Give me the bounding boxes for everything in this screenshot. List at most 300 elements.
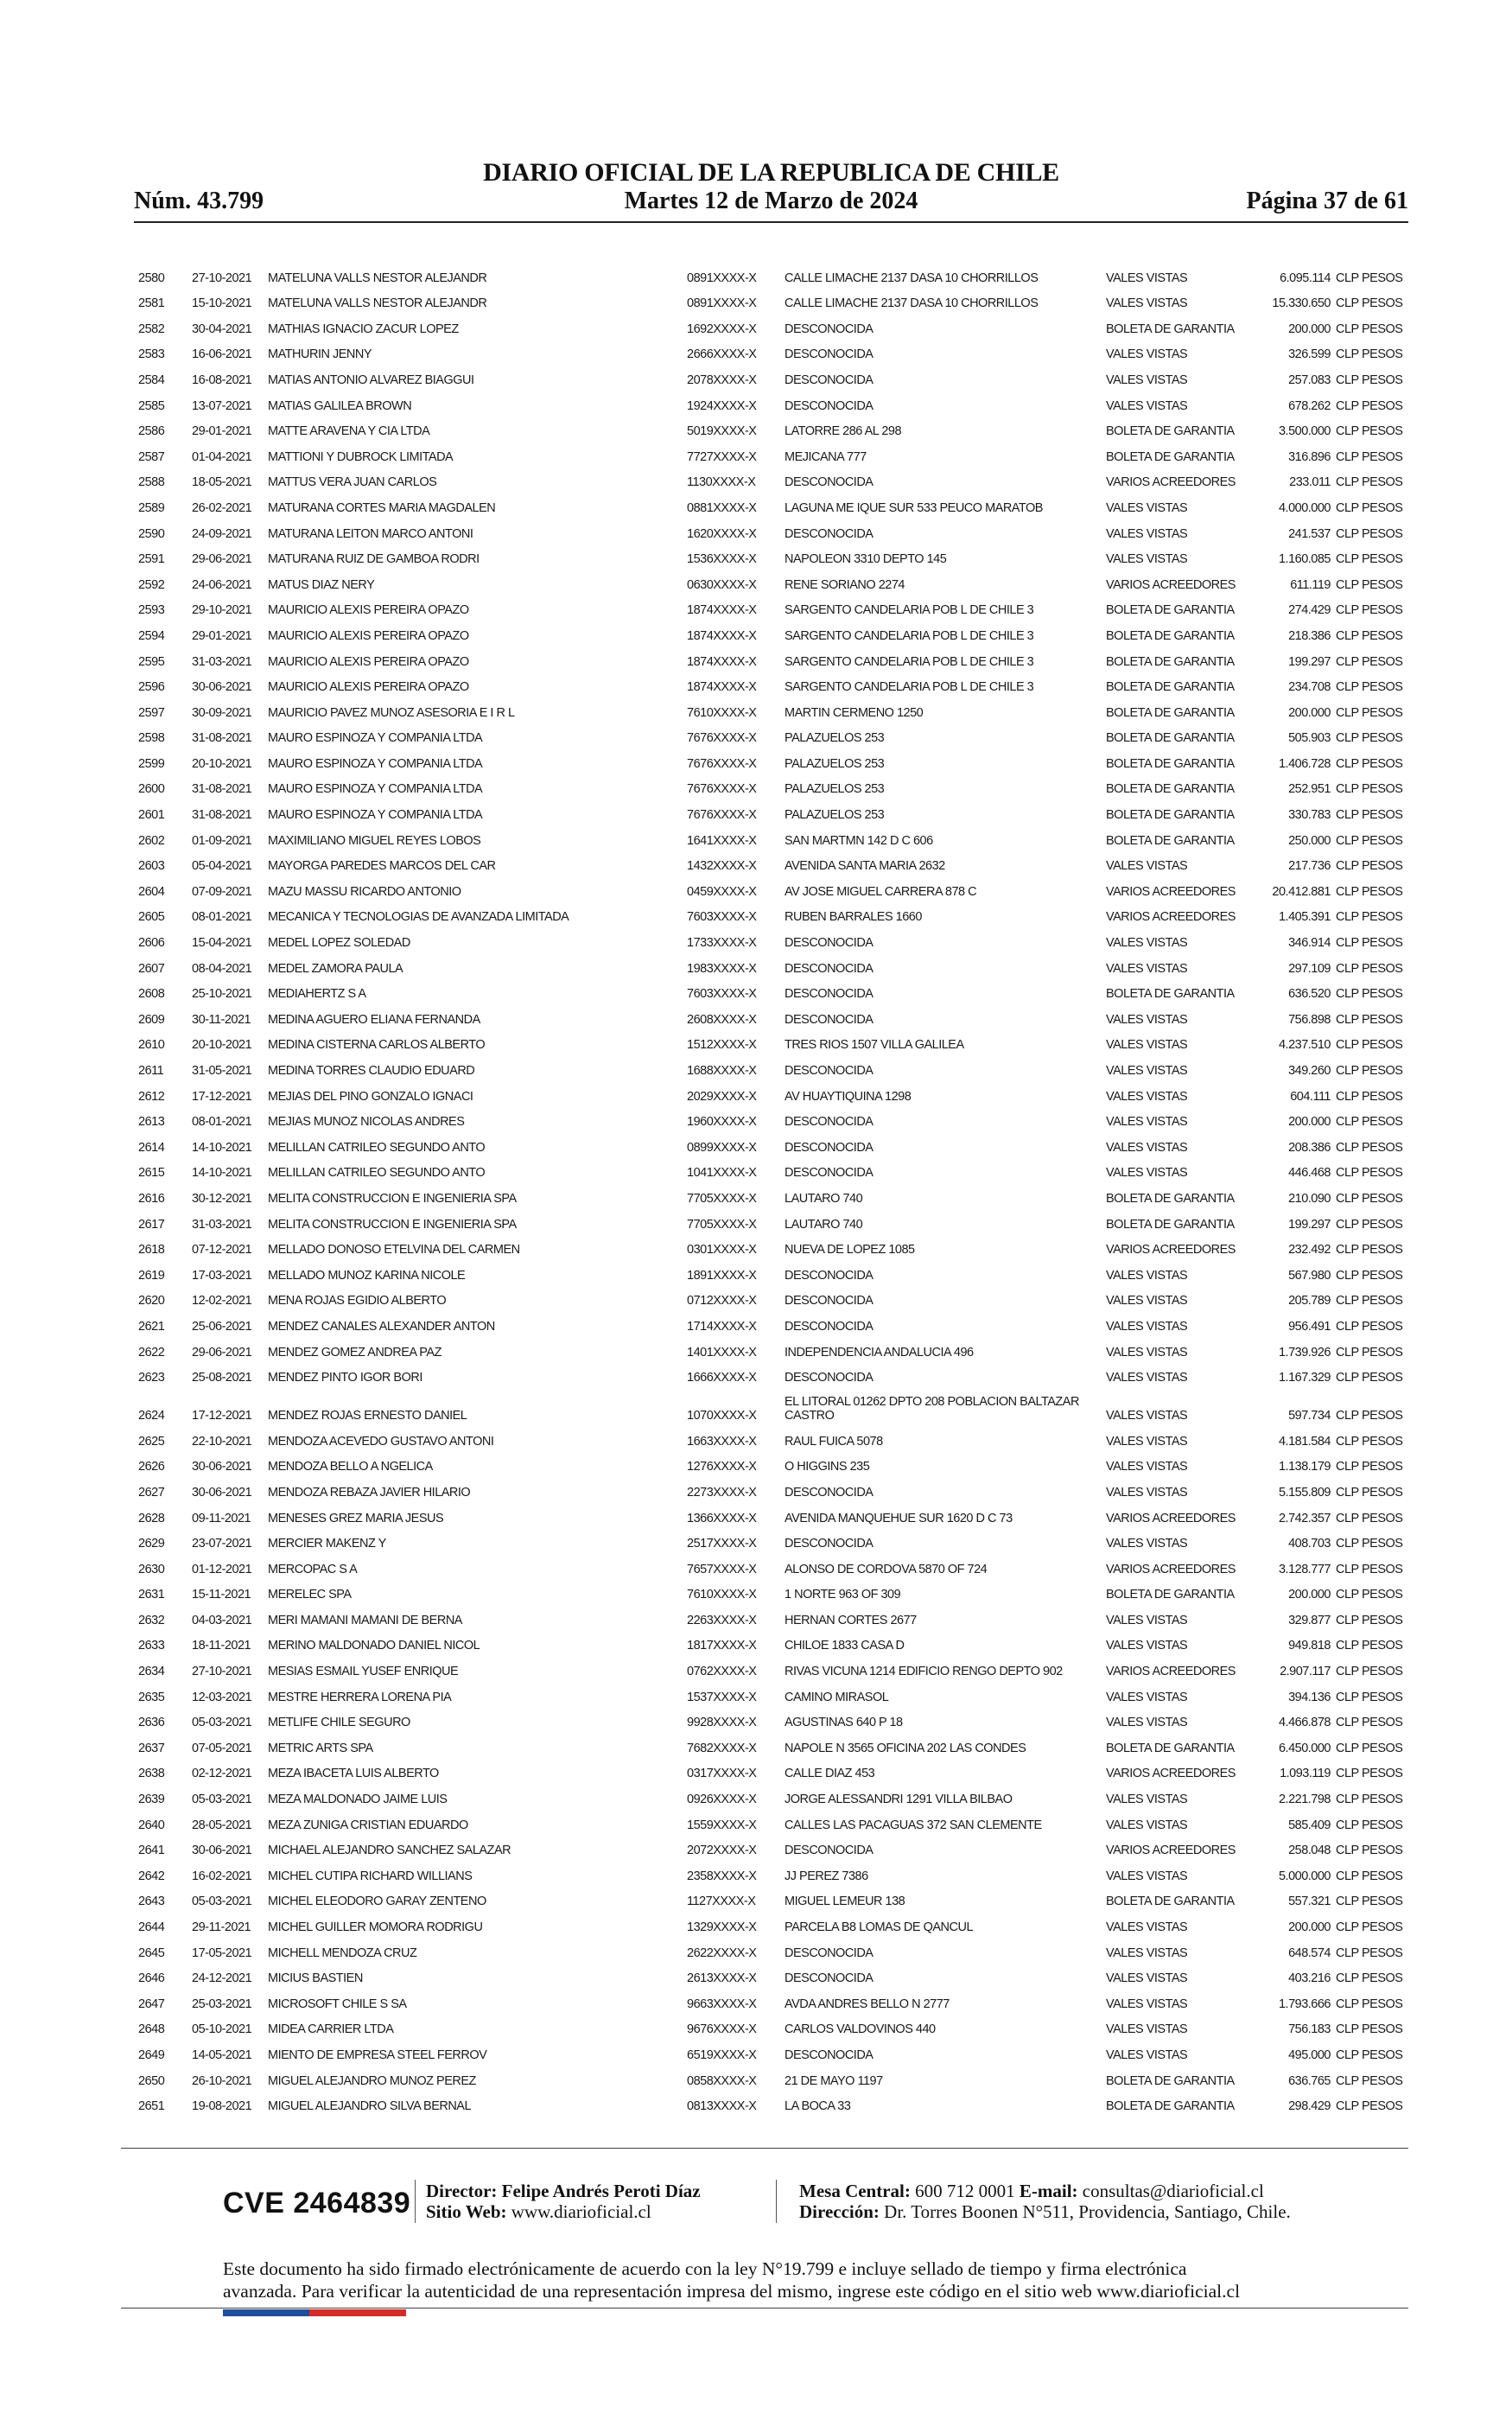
table-row <box>138 1582 1408 1608</box>
record-date: 24-12-2021 <box>192 1971 252 1986</box>
table-row <box>138 469 1408 495</box>
table-row <box>138 597 1408 623</box>
record-currency: CLP PESOS <box>1336 1588 1403 1602</box>
record-rut: 0459XXXX-X <box>687 884 757 899</box>
record-number: 2640 <box>138 1818 165 1832</box>
record-name: MIDEA CARRIER LTDA <box>268 2022 394 2037</box>
record-document-type: VALES VISTAS <box>1106 1537 1188 1551</box>
record-address: RAUL FUICA 5078 <box>785 1434 883 1449</box>
record-name: MAURICIO ALEXIS PEREIRA OPAZO <box>268 603 469 618</box>
record-name: METRIC ARTS SPA <box>268 1741 373 1755</box>
record-document-type: VARIOS ACREEDORES <box>1106 1665 1236 1679</box>
table-row <box>138 1365 1408 1391</box>
record-document-type: VARIOS ACREEDORES <box>1106 1243 1236 1258</box>
record-currency: CLP PESOS <box>1336 1690 1403 1704</box>
record-name: MENESES GREZ MARIA JESUS <box>268 1511 444 1525</box>
record-address: AGUSTINAS 640 P 18 <box>785 1716 903 1730</box>
mesa-phone: 600 712 0001 <box>915 2181 1015 2201</box>
record-date: 15-10-2021 <box>192 296 252 311</box>
director-name: Felipe Andrés Peroti Díaz <box>501 2181 701 2201</box>
record-number: 2599 <box>138 756 165 771</box>
record-date: 29-10-2021 <box>192 603 252 618</box>
record-address: DESCONOCIDA <box>785 526 874 541</box>
record-amount: 15.330.650 <box>1272 296 1331 311</box>
record-number: 2591 <box>138 552 165 567</box>
record-number: 2592 <box>138 577 165 592</box>
record-number: 2623 <box>138 1371 165 1385</box>
record-rut: 0712XXXX-X <box>687 1294 757 1309</box>
record-document-type: VALES VISTAS <box>1106 1319 1188 1334</box>
table-row <box>138 443 1408 469</box>
record-number: 2581 <box>138 296 165 311</box>
record-amount: 208.386 <box>1288 1140 1331 1155</box>
record-document-type: VALES VISTAS <box>1106 296 1188 311</box>
records-table <box>138 264 1408 2118</box>
record-address: PALAZUELOS 253 <box>785 808 885 823</box>
record-rut: 1512XXXX-X <box>687 1038 757 1053</box>
record-document-type: VALES VISTAS <box>1106 1971 1188 1986</box>
record-document-type: BOLETA DE GARANTIA <box>1106 680 1235 695</box>
address-text: Dr. Torres Boonen N°511, Providencia, Santiago, Chile. <box>884 2201 1291 2222</box>
record-name: MEDINA TORRES CLAUDIO EDUARD <box>268 1064 475 1078</box>
record-number: 2638 <box>138 1767 165 1781</box>
record-currency: CLP PESOS <box>1336 782 1403 797</box>
record-currency: CLP PESOS <box>1336 2047 1403 2062</box>
record-document-type: VALES VISTAS <box>1106 1793 1188 1807</box>
table-row <box>138 1837 1408 1863</box>
table-row <box>138 904 1408 930</box>
record-currency: CLP PESOS <box>1336 1971 1403 1986</box>
record-amount: 210.090 <box>1288 1191 1331 1206</box>
record-rut: 7676XXXX-X <box>687 756 757 771</box>
record-document-type: BOLETA DE GARANTIA <box>1106 808 1235 823</box>
record-amount: 557.321 <box>1288 1895 1331 1909</box>
record-currency: CLP PESOS <box>1336 808 1403 823</box>
footer-separator <box>415 2180 416 2223</box>
record-name: MERELEC SPA <box>268 1588 352 1602</box>
table-row <box>138 1454 1408 1480</box>
table-row <box>138 674 1408 700</box>
issue-number: Núm. 43.799 <box>134 188 264 214</box>
record-number: 2648 <box>138 2022 165 2037</box>
record-document-type: VALES VISTAS <box>1106 271 1188 285</box>
record-amount: 200.000 <box>1288 1920 1331 1934</box>
record-document-type: VALES VISTAS <box>1106 1166 1188 1181</box>
record-name: MATTE ARAVENA Y CIA LTDA <box>268 424 430 439</box>
record-amount: 349.260 <box>1288 1064 1331 1078</box>
record-document-type: VALES VISTAS <box>1106 936 1188 951</box>
record-address: MEJICANA 777 <box>785 449 867 464</box>
record-rut: 1620XXXX-X <box>687 526 757 541</box>
record-rut: 1874XXXX-X <box>687 654 757 669</box>
record-name: MATIAS GALILEA BROWN <box>268 398 412 413</box>
record-name: MAYORGA PAREDES MARCOS DEL CAR <box>268 859 496 874</box>
record-address: AVDA ANDRES BELLO N 2777 <box>785 1996 950 2011</box>
record-name: MATURANA CORTES MARIA MAGDALEN <box>268 500 496 515</box>
record-date: 05-03-2021 <box>192 1716 252 1730</box>
record-document-type: VALES VISTAS <box>1106 1613 1188 1627</box>
table-row <box>138 1313 1408 1339</box>
record-rut: 2263XXXX-X <box>687 1613 757 1627</box>
record-rut: 2622XXXX-X <box>687 1946 757 1960</box>
record-name: MENDOZA BELLO A NGELICA <box>268 1460 433 1474</box>
record-address: DESCONOCIDA <box>785 1012 874 1027</box>
record-address: DESCONOCIDA <box>785 1946 874 1960</box>
record-name: MENA ROJAS EGIDIO ALBERTO <box>268 1294 447 1309</box>
record-amount: 329.877 <box>1288 1613 1331 1627</box>
cve-code: CVE 2464839 <box>223 2187 411 2219</box>
record-currency: CLP PESOS <box>1336 1268 1403 1283</box>
record-document-type: VALES VISTAS <box>1106 1946 1188 1960</box>
record-currency: CLP PESOS <box>1336 705 1403 720</box>
record-rut: 7657XXXX-X <box>687 1562 757 1576</box>
record-currency: CLP PESOS <box>1336 373 1403 387</box>
record-address: RENE SORIANO 2274 <box>785 577 905 592</box>
record-amount: 756.183 <box>1288 2022 1331 2037</box>
record-currency: CLP PESOS <box>1336 2099 1403 2114</box>
table-row <box>138 1134 1408 1160</box>
record-address: DESCONOCIDA <box>785 475 874 490</box>
record-amount: 5.155.809 <box>1278 1485 1331 1500</box>
record-name: MERCOPAC S A <box>268 1562 358 1576</box>
record-address: CALLE LIMACHE 2137 DASA 10 CHORRILLOS <box>785 296 1039 311</box>
record-currency: CLP PESOS <box>1336 1767 1403 1781</box>
record-address: DESCONOCIDA <box>785 1971 874 1986</box>
record-date: 12-02-2021 <box>192 1294 252 1309</box>
record-date: 15-11-2021 <box>192 1588 251 1602</box>
record-document-type: VALES VISTAS <box>1106 1345 1188 1360</box>
record-document-type: BOLETA DE GARANTIA <box>1106 628 1235 643</box>
record-name: MATHURIN JENNY <box>268 347 372 362</box>
record-date: 31-05-2021 <box>192 1064 252 1078</box>
record-amount: 2.221.798 <box>1278 1793 1331 1807</box>
record-address: LAUTARO 740 <box>785 1191 863 1206</box>
record-document-type: VARIOS ACREEDORES <box>1106 1562 1236 1576</box>
record-amount: 241.537 <box>1288 526 1331 541</box>
record-name: MENDEZ GOMEZ ANDREA PAZ <box>268 1345 442 1360</box>
record-currency: CLP PESOS <box>1336 910 1403 925</box>
record-name: MELILLAN CATRILEO SEGUNDO ANTO <box>268 1140 486 1155</box>
record-amount: 257.083 <box>1288 373 1331 387</box>
table-row <box>138 546 1408 572</box>
record-amount: 5.000.000 <box>1278 1869 1331 1883</box>
record-address: SAN MARTMN 142 D C 606 <box>785 833 933 848</box>
record-number: 2595 <box>138 654 165 669</box>
record-document-type: VALES VISTAS <box>1106 373 1188 387</box>
record-rut: 7676XXXX-X <box>687 731 757 746</box>
record-date: 14-10-2021 <box>192 1166 252 1181</box>
record-name: MICHAEL ALEJANDRO SANCHEZ SALAZAR <box>268 1844 511 1858</box>
record-number: 2633 <box>138 1639 165 1653</box>
record-amount: 20.412.881 <box>1272 884 1331 899</box>
record-date: 25-06-2021 <box>192 1319 252 1334</box>
record-document-type: BOLETA DE GARANTIA <box>1106 2099 1235 2114</box>
record-number: 2583 <box>138 347 165 362</box>
record-date: 17-12-2021 <box>192 1089 252 1104</box>
table-row <box>138 290 1408 316</box>
table-row <box>138 1658 1408 1684</box>
record-amount: 217.736 <box>1288 859 1331 874</box>
record-date: 07-05-2021 <box>192 1741 252 1755</box>
record-name: MENDEZ CANALES ALEXANDER ANTON <box>268 1319 495 1334</box>
record-amount: 1.167.329 <box>1278 1371 1331 1385</box>
record-number: 2646 <box>138 1971 165 1986</box>
record-document-type: VALES VISTAS <box>1106 1064 1188 1078</box>
record-number: 2589 <box>138 500 165 515</box>
record-document-type: BOLETA DE GARANTIA <box>1106 731 1235 746</box>
footer-divider-top <box>121 2148 1408 2149</box>
record-document-type: VARIOS ACREEDORES <box>1106 577 1236 592</box>
record-date: 16-02-2021 <box>192 1869 252 1883</box>
record-currency: CLP PESOS <box>1336 449 1403 464</box>
record-currency: CLP PESOS <box>1336 398 1403 413</box>
record-rut: 1041XXXX-X <box>687 1166 757 1181</box>
record-currency: CLP PESOS <box>1336 1537 1403 1551</box>
record-number: 2598 <box>138 731 165 746</box>
table-row <box>138 1633 1408 1659</box>
record-name: MEDINA AGUERO ELIANA FERNANDA <box>268 1012 480 1027</box>
record-document-type: VALES VISTAS <box>1106 1434 1188 1449</box>
record-document-type: BOLETA DE GARANTIA <box>1106 424 1235 439</box>
record-document-type: VALES VISTAS <box>1106 347 1188 362</box>
record-rut: 0899XXXX-X <box>687 1140 757 1155</box>
record-name: MELITA CONSTRUCCION E INGENIERIA SPA <box>268 1191 517 1206</box>
record-number: 2628 <box>138 1511 165 1525</box>
record-number: 2607 <box>138 961 165 976</box>
header-divider <box>134 221 1408 223</box>
record-number: 2611 <box>138 1064 164 1078</box>
record-currency: CLP PESOS <box>1336 1920 1403 1934</box>
record-address: NAPOLE N 3565 OFICINA 202 LAS CONDES <box>785 1741 1026 1755</box>
record-document-type: VALES VISTAS <box>1106 1485 1188 1500</box>
record-address: DESCONOCIDA <box>785 936 874 951</box>
record-rut: 7705XXXX-X <box>687 1191 757 1206</box>
record-amount: 2.907.117 <box>1280 1665 1331 1679</box>
record-number: 2629 <box>138 1537 165 1551</box>
record-currency: CLP PESOS <box>1336 1741 1403 1755</box>
record-date: 19-08-2021 <box>192 2099 252 2114</box>
record-document-type: VALES VISTAS <box>1106 1038 1188 1053</box>
record-document-type: VALES VISTAS <box>1106 1115 1188 1130</box>
record-number: 2593 <box>138 603 165 618</box>
record-amount: 6.450.000 <box>1278 1741 1331 1755</box>
record-name: MICHELL MENDOZA CRUZ <box>268 1946 417 1960</box>
record-document-type: VALES VISTAS <box>1106 500 1188 515</box>
record-amount: 756.898 <box>1288 1012 1331 1027</box>
record-name: MICHEL GUILLER MOMORA RODRIGU <box>268 1920 483 1934</box>
record-address: CALLE DIAZ 453 <box>785 1767 875 1781</box>
record-document-type: BOLETA DE GARANTIA <box>1106 1741 1235 1755</box>
record-date: 04-03-2021 <box>192 1613 252 1627</box>
record-date: 31-08-2021 <box>192 808 252 823</box>
record-name: MATIAS ANTONIO ALVAREZ BIAGGUI <box>268 373 474 387</box>
record-address: DESCONOCIDA <box>785 987 874 1002</box>
record-date: 08-04-2021 <box>192 961 252 976</box>
record-number: 2637 <box>138 1741 165 1755</box>
record-document-type: VALES VISTAS <box>1106 1869 1188 1883</box>
record-rut: 9676XXXX-X <box>687 2022 757 2037</box>
record-name: MATUS DIAZ NERY <box>268 577 375 592</box>
table-row <box>138 1607 1408 1633</box>
record-currency: CLP PESOS <box>1336 1166 1403 1181</box>
site-link[interactable]: www.diarioficial.cl <box>511 2201 651 2222</box>
record-amount: 218.386 <box>1288 628 1331 643</box>
record-rut: 0891XXXX-X <box>687 271 757 285</box>
record-amount: 394.136 <box>1288 1690 1331 1704</box>
record-rut: 0881XXXX-X <box>687 500 757 515</box>
record-rut: 2273XXXX-X <box>687 1485 757 1500</box>
record-amount: 6.095.114 <box>1280 271 1331 285</box>
record-name: MECANICA Y TECNOLOGIAS DE AVANZADA LIMITADA <box>268 910 569 925</box>
record-rut: 1874XXXX-X <box>687 680 757 695</box>
record-date: 23-07-2021 <box>192 1537 252 1551</box>
record-rut: 1692XXXX-X <box>687 322 757 336</box>
record-name: MIGUEL ALEJANDRO SILVA BERNAL <box>268 2099 472 2114</box>
record-amount: 200.000 <box>1288 705 1331 720</box>
record-document-type: VALES VISTAS <box>1106 859 1188 874</box>
table-row <box>138 1939 1408 1965</box>
record-currency: CLP PESOS <box>1336 1012 1403 1027</box>
record-number: 2651 <box>138 2099 165 2114</box>
table-row <box>138 1761 1408 1786</box>
record-number: 2632 <box>138 1613 165 1627</box>
record-rut: 2029XXXX-X <box>687 1089 757 1104</box>
record-name: MIENTO DE EMPRESA STEEL FERROV <box>268 2047 487 2062</box>
record-rut: 7603XXXX-X <box>687 987 757 1002</box>
table-row <box>138 801 1408 827</box>
record-name: MATELUNA VALLS NESTOR ALEJANDR <box>268 296 487 311</box>
record-rut: 2613XXXX-X <box>687 1971 757 1986</box>
record-rut: 1559XXXX-X <box>687 1818 757 1832</box>
record-rut: 0813XXXX-X <box>687 2099 757 2114</box>
table-row <box>138 1006 1408 1032</box>
table-row <box>138 1888 1408 1914</box>
record-amount: 505.903 <box>1288 731 1331 746</box>
record-name: MENDEZ ROJAS ERNESTO DANIEL <box>268 1409 467 1423</box>
record-name: MEDEL LOPEZ SOLEDAD <box>268 936 410 951</box>
record-rut: 0317XXXX-X <box>687 1767 757 1781</box>
record-name: MAURICIO ALEXIS PEREIRA OPAZO <box>268 654 469 669</box>
record-date: 08-01-2021 <box>192 910 252 925</box>
record-currency: CLP PESOS <box>1336 1716 1403 1730</box>
record-address: INDEPENDENCIA ANDALUCIA 496 <box>785 1345 974 1360</box>
record-address: 1 NORTE 963 OF 309 <box>785 1588 901 1602</box>
record-name: MICHEL CUTIPA RICHARD WILLIANS <box>268 1869 473 1883</box>
email-link[interactable]: consultas@diarioficial.cl <box>1082 2181 1264 2201</box>
table-row <box>138 418 1408 444</box>
record-currency: CLP PESOS <box>1336 756 1403 771</box>
record-address: NUEVA DE LOPEZ 1085 <box>785 1243 915 1258</box>
table-row <box>138 1288 1408 1314</box>
record-number: 2613 <box>138 1115 165 1130</box>
record-document-type: BOLETA DE GARANTIA <box>1106 2073 1235 2088</box>
record-currency: CLP PESOS <box>1336 1038 1403 1053</box>
record-number: 2616 <box>138 1191 165 1206</box>
record-date: 08-01-2021 <box>192 1115 252 1130</box>
email-label: E-mail: <box>1019 2181 1078 2201</box>
record-currency: CLP PESOS <box>1336 1115 1403 1130</box>
record-date: 30-06-2021 <box>192 1844 252 1858</box>
record-number: 2594 <box>138 628 165 643</box>
footer-director-block <box>426 2181 701 2222</box>
record-name: MEJIAS MUNOZ NICOLAS ANDRES <box>268 1115 465 1130</box>
table-row <box>138 1262 1408 1288</box>
record-currency: CLP PESOS <box>1336 2022 1403 2037</box>
table-row <box>138 929 1408 955</box>
record-document-type: VARIOS ACREEDORES <box>1106 910 1236 925</box>
record-currency: CLP PESOS <box>1336 1844 1403 1858</box>
record-amount: 205.789 <box>1288 1294 1331 1309</box>
record-document-type: BOLETA DE GARANTIA <box>1106 833 1235 848</box>
record-number: 2601 <box>138 808 165 823</box>
record-currency: CLP PESOS <box>1336 1434 1403 1449</box>
record-number: 2587 <box>138 449 165 464</box>
record-date: 02-12-2021 <box>192 1767 252 1781</box>
record-date: 30-06-2021 <box>192 1460 252 1474</box>
record-amount: 648.574 <box>1288 1946 1331 1960</box>
record-amount: 1.793.666 <box>1278 1996 1331 2011</box>
table-row <box>138 1505 1408 1531</box>
record-address: ALONSO DE CORDOVA 5870 OF 724 <box>785 1562 988 1576</box>
record-date: 05-03-2021 <box>192 1793 252 1807</box>
record-address: DESCONOCIDA <box>785 1166 874 1181</box>
record-address: AVENIDA SANTA MARIA 2632 <box>785 859 945 874</box>
record-number: 2631 <box>138 1588 165 1602</box>
record-currency: CLP PESOS <box>1336 500 1403 515</box>
record-currency: CLP PESOS <box>1336 859 1403 874</box>
record-currency: CLP PESOS <box>1336 424 1403 439</box>
record-date: 26-10-2021 <box>192 2073 252 2088</box>
record-rut: 1874XXXX-X <box>687 628 757 643</box>
legal-line: avanzada. Para verificar la autenticidad de una representación impresa del mismo, ingrese este código en el sitio web www.diarioficial.cl <box>223 2281 1241 2302</box>
record-rut: 0891XXXX-X <box>687 296 757 311</box>
record-date: 09-11-2021 <box>192 1511 251 1525</box>
record-address: JJ PEREZ 7386 <box>785 1869 868 1883</box>
record-rut: 2666XXXX-X <box>687 347 757 362</box>
record-document-type: VALES VISTAS <box>1106 1716 1188 1730</box>
record-number: 2620 <box>138 1294 165 1309</box>
record-amount: 252.951 <box>1288 782 1331 797</box>
record-address: SARGENTO CANDELARIA POB L DE CHILE 3 <box>785 654 1034 669</box>
record-amount: 200.000 <box>1288 322 1331 336</box>
record-address: SARGENTO CANDELARIA POB L DE CHILE 3 <box>785 680 1034 695</box>
record-number: 2624 <box>138 1409 165 1423</box>
record-currency: CLP PESOS <box>1336 1946 1403 1960</box>
table-row <box>138 1390 1408 1428</box>
record-rut: 0630XXXX-X <box>687 577 757 592</box>
table-row <box>138 725 1408 751</box>
record-amount: 678.262 <box>1288 398 1331 413</box>
table-row <box>138 315 1408 341</box>
table-row <box>138 1965 1408 1991</box>
record-document-type: VALES VISTAS <box>1106 2047 1188 2062</box>
table-row <box>138 366 1408 392</box>
table-row <box>138 1160 1408 1186</box>
record-rut: 7705XXXX-X <box>687 1217 757 1232</box>
record-rut: 1733XXXX-X <box>687 936 757 951</box>
table-row <box>138 1786 1408 1812</box>
record-number: 2634 <box>138 1665 165 1679</box>
record-rut: 5019XXXX-X <box>687 424 757 439</box>
table-row <box>138 1185 1408 1211</box>
record-address: DESCONOCIDA <box>785 1268 874 1283</box>
publication-title: DIARIO OFICIAL DE LA REPUBLICA DE CHILE <box>483 158 1059 187</box>
record-number: 2641 <box>138 1844 165 1858</box>
record-date: 25-03-2021 <box>192 1996 252 2011</box>
record-amount: 250.000 <box>1288 833 1331 848</box>
record-rut: 7676XXXX-X <box>687 808 757 823</box>
record-rut: 1641XXXX-X <box>687 833 757 848</box>
